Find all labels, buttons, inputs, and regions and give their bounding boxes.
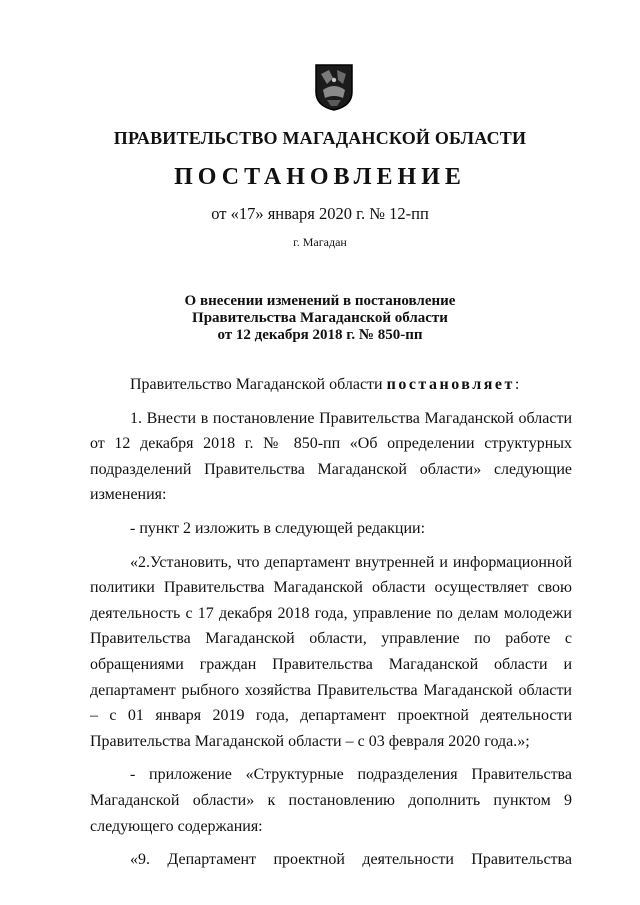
- subject-line-2: Правительства Магаданской области: [192, 310, 448, 326]
- subject-line-1: О внесении изменений в постановление: [184, 293, 456, 309]
- document-body: [90, 372, 572, 873]
- coat-of-arms-icon: [313, 62, 355, 112]
- quote-1-paragraph: «2.Установить, что департамент внутренней и информационной политики Правительства Магаданской области осуществляет свою деятельность с 17 декабря 2018 года, управление по делам молодежи Правительства Магаданской области, управление по работе с обращениями граждан Правительства Магаданской области и департамент рыбного хозяйства Правительства Магаданской области – с 01 января 2019 года, департамент проектной деятельности Правительства Магаданской области – с 03 февраля 2020 года.»;: [90, 553, 572, 750]
- intro-colon: :: [514, 376, 520, 393]
- quote-2-paragraph: «9. Департамент проектной деятельности Правительства: [130, 851, 572, 869]
- bullet-1-paragraph: - пункт 2 изложить в следующей редакции:: [130, 519, 426, 537]
- document-type: ПОСТАНОВЛЕНИЕ: [174, 164, 466, 190]
- intro-paragraph: [90, 372, 572, 398]
- document-subject: [0, 293, 640, 344]
- document-city: г. Магадан: [293, 235, 347, 249]
- intro-verb: постановляет: [386, 376, 515, 393]
- government-title: ПРАВИТЕЛЬСТВО МАГАДАНСКОЙ ОБЛАСТИ: [113, 128, 527, 148]
- document-date-number: от «17» января 2020 г. № 12-пп: [211, 204, 429, 223]
- subject-line-3: от 12 декабря 2018 г. № 850-пп: [217, 327, 423, 343]
- item-1-paragraph: 1. Внести в постановление Правительства Магаданской области от 12 декабря 2018 г. № 850-пп «Об определении структурных подразделений Правительства Магаданской области» следующие изменения:: [90, 409, 572, 504]
- intro-text: Правительство Магаданской области: [130, 376, 387, 393]
- bullet-2-paragraph: - приложение «Структурные подразделения Правительства Магаданской области» к постановлению дополнить пунктом 9 следующего содержания:: [90, 766, 572, 835]
